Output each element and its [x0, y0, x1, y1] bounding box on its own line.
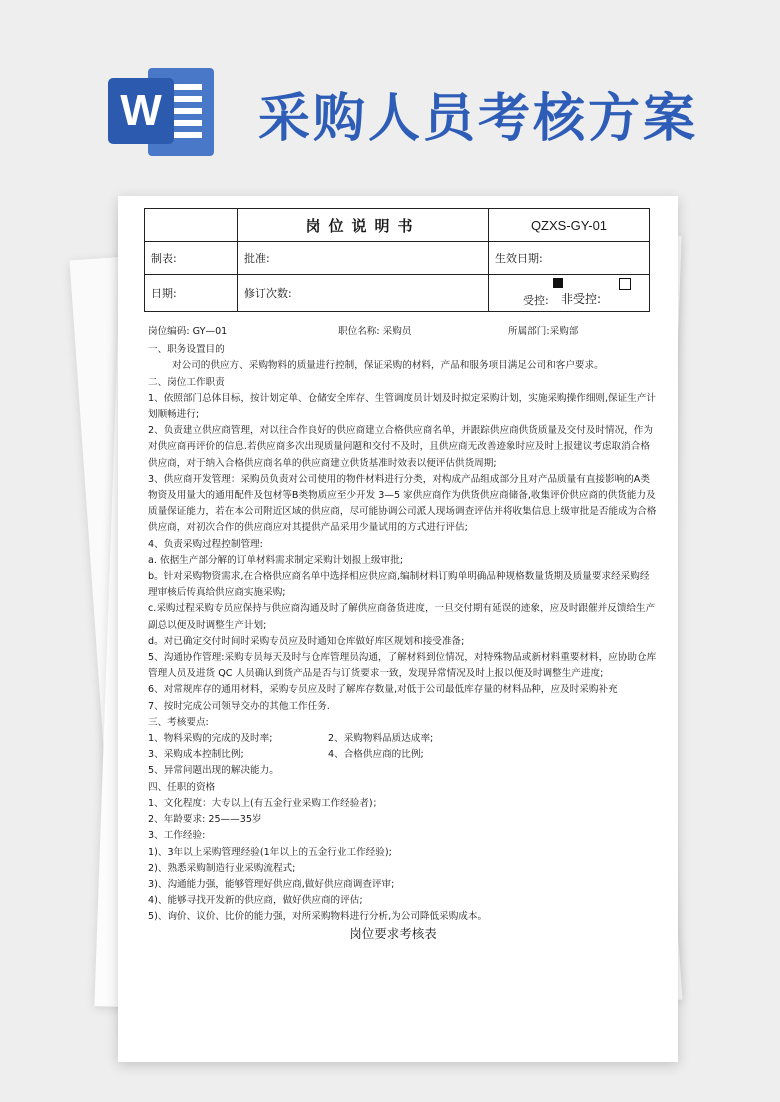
date-cell: 日期: [145, 275, 238, 312]
qualification-item: 3、工作经验: [148, 830, 206, 842]
paragraph: c.采购过程采购专员应保持与供应商沟通及时了解供应商备货进度，一旦交付期有延误的迹象，应及时跟催并反馈给生产副总以便及时调整生产计划; [148, 603, 656, 631]
paragraph: 4、负责采购过程控制管理: [148, 538, 263, 550]
paragraph: 对公司的供应方、采购物料的质量进行控制，保证采购的材料，产品和服务项目满足公司和客户要求。 [172, 360, 604, 372]
kpi-item: 1、物料采购的完成的及时率; [148, 733, 273, 745]
position-code: 岗位编码: GY—01 [148, 326, 228, 337]
header-form-table [144, 208, 650, 312]
banner-title: 采购人员考核方案 [258, 89, 699, 149]
qualification-item: 2)、熟悉采购制造行业采购流程式; [148, 862, 296, 874]
qualification-item: 3)、沟通能力强，能够管理好供应商,做好供应商调查评审; [148, 878, 395, 890]
approved-cell: 批准: [238, 242, 489, 275]
qualification-item: 1、文化程度：大专以上(有五金行业采购工作经验者)； [148, 797, 383, 809]
logo-letter: W [108, 78, 174, 144]
paragraph: 5、沟通协作管理:采购专员每天及时与仓库管理员沟通，了解材料到位情况，对特殊物品或新材料重要材料，应协助仓库管理人员及进货 QC 人员确认到货产品是否与订货要求一致，发现异常情况及时上报以便及时调整生产进度; [148, 652, 657, 680]
blank-cell [145, 209, 238, 242]
paragraph: 3、供应商开发管理：采购员负责对公司使用的物件材料进行分类，对构成产品组成部分且对产品质量有直接影响的A类物资及用量大的通用配件及包材等B类物质应至少开发 3—5 家供应商作为供货供应商储备,收集评价供应商的供货能力及质量保证能力，若在本公司附近区域的供应商，尽可能协调公司派人现场调查评估并将收集信息上级审批是否能成为合格供应商，对初次合作的供应商应对其提供产品采用少量试用的方式进行评估; [148, 473, 657, 534]
uncontrolled-checkbox [619, 278, 631, 290]
word-logo-icon [108, 62, 216, 162]
paragraph: 7、按时完成公司领导交办的其他工作任务. [148, 700, 330, 712]
position-info-row [148, 324, 658, 340]
qualification-item: 5)、询价、议价、比价的能力强，对所采购物料进行分析,为公司降低采购成本。 [148, 911, 488, 923]
revision-cell: 修订次数: [238, 275, 489, 312]
department: 所属部门:采购部 [508, 326, 579, 337]
doc-title: 岗位说明书 [238, 209, 489, 242]
paragraph: 1、依照部门总体目标，按计划定单、仓储安全库存、生管调度员计划及时拟定采购计划，实施采购操作细则,保证生产计划顺畅进行; [148, 392, 657, 421]
controlled-label: 受控: [523, 294, 549, 307]
kpi-row [148, 731, 658, 747]
paragraph: a. 依据生产部分解的订单材料需求制定采购计划报上级审批; [148, 554, 404, 566]
paragraph: d。对已确定交付时间时采购专员应及时通知仓库做好库区规划和接受准备; [148, 635, 465, 647]
controlled-checkbox [553, 278, 563, 288]
paragraph: 2、负责建立供应商管理，对以往合作良好的供应商建立合格供应商名单，并跟踪供应商供货质量及交付及时情况，作为对供应商再评价的信息.若供应商多次出现质量问题和交付不及时，且供应商无改善迹象时应及时上报建议考虑取消合格供应商，对于纳入合格供应商名单的供应商建立供货基准时效表以便评估供货周期; [148, 425, 653, 469]
paragraph: b。针对采购物资需求,在合格供应商名单中选择相应供应商,编制材料订购单明确品种规格数量货期及质量要求经采购经理审核后传真给供应商实施采购; [148, 571, 650, 599]
kpi-item: 5、异常问题出现的解决能力。 [148, 765, 279, 777]
doc-code: QZXS-GY-01 [489, 209, 650, 242]
kpi-item: 3、采购成本控制比例; [148, 749, 244, 761]
section-title: 三、考核要点: [148, 716, 209, 728]
kpi-row [148, 747, 658, 763]
document-body [148, 324, 658, 942]
position-name: 职位名称: 采购员 [338, 326, 412, 337]
qualification-item: 4)、能够寻找开发新的供应商，做好供应商的评估; [148, 895, 363, 907]
kpi-item: 4、合格供应商的比例; [328, 749, 424, 761]
document-page [118, 196, 678, 1062]
kpi-item: 2、采购物料品质达成率; [328, 733, 434, 745]
footer-title: 岗位要求考核表 [349, 925, 437, 941]
uncontrolled-label: 非受控: [561, 292, 602, 306]
qualification-item: 2、年龄要求: 25——35岁 [148, 814, 262, 826]
effective-date-cell: 生效日期: [489, 242, 650, 275]
qualification-item: 1)、3年以上采购管理经验(1年以上的五金行业工作经验); [148, 846, 392, 858]
paragraph: 6、对常规库存的通用材料，采购专员应及时了解库存数量,对低于公司最低库存量的材料品种，应及时采购补充 [148, 684, 618, 696]
section-title: 四、任职的资格 [148, 781, 216, 793]
made-by-cell: 制表: [145, 242, 238, 275]
section-title: 二、岗位工作职责 [148, 376, 225, 388]
banner [0, 0, 780, 200]
control-cell [489, 275, 650, 312]
section-title: 一、职务设置目的 [148, 344, 225, 356]
